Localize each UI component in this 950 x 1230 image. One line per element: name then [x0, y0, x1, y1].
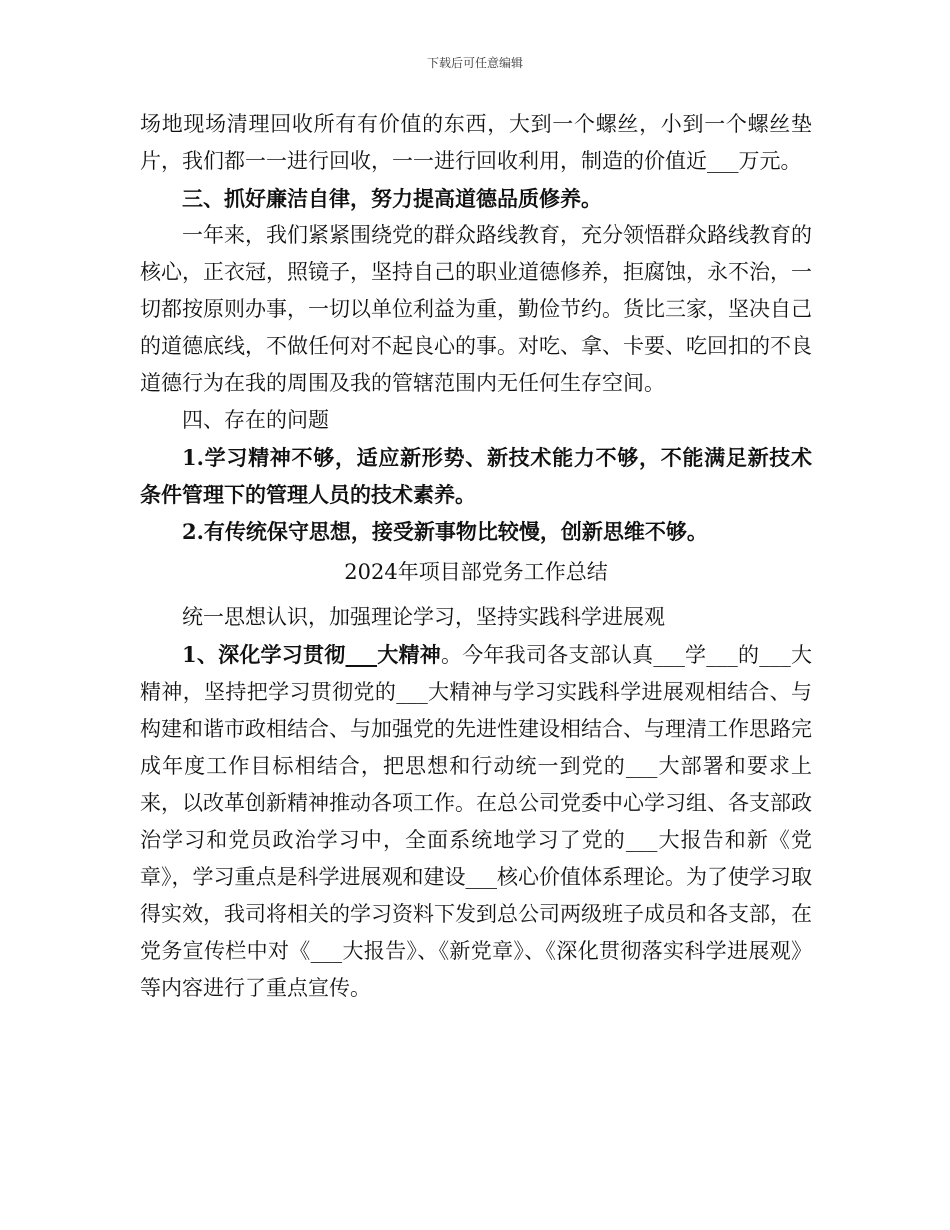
section-1-paragraph — [140, 636, 812, 1007]
page-header: 下载后可任意编辑 — [426, 56, 523, 70]
section-1-body: 。今年我司各支部认真___学___的___大精神，坚持把学习贯彻党的___大精神与学习实践科学进展观相结合、与构建和谐市政相结合、与加强党的先进性建设相结合、与理清工作思路完成年度工作目标相结合，把思想和行动统一到党的___大部署和要求上来，以改革创新精神推动各项工作。在总公司党委中心学习组、各支部政治学习和党员政治学习中，全面系统地学习了党的___大报告和新《党章》，学习重点是科学进展观和建设___核心价值体系理论。为了使学习取得实效，我司将相关的学习资料下发到总公司两级班子成员和各支部，在党务宣传栏中对《___大报告》、《新党章》、《深化贯彻落实科学进展观》等内容进行了重点宣传。 — [140, 643, 812, 1000]
section-1-heading-pre: 1、深化学习贯彻 — [182, 642, 346, 667]
section-1-heading-post: 大精神 — [377, 642, 441, 667]
paragraph-integrity: 一年来，我们紧紧围绕党的群众路线教育，充分领悟群众路线教育的核心，正衣冠，照镜子，坚持自己的职业道德修养，拒腐蚀，永不治，一切都按原则办事，一切以单位利益为重，勤俭节约。货比三家，坚决自己的道德底线，不做任何对不起良心的事。对吃、拿、卡要、吃回扣的不良道德行为在我的周围及我的管辖范围内无任何生存空间。 — [140, 223, 812, 395]
subtitle-line: 统一思想认识，加强理论学习，坚持实践科学进展观 — [182, 605, 665, 629]
problem-item-1: 1.学习精神不够，适应新形势、新技术能力不够，不能满足新技术条件管理下的管理人员的技术素养。 — [140, 445, 812, 507]
section-1-heading-blank: ___ — [345, 642, 377, 667]
document-body — [140, 106, 812, 1007]
document-title: 2024年项目部党务工作总结 — [344, 560, 608, 584]
paragraph-recycling: 场地现场清理回收所有有价值的东西，大到一个螺丝，小到一个螺丝垫片，我们都一一进行回收，一一进行回收利用，制造的价值近___万元。 — [140, 112, 812, 173]
heading-problems: 四、存在的问题 — [182, 408, 329, 432]
heading-integrity: 三、抓好廉洁自律，努力提高道德品质修养。 — [182, 186, 602, 211]
problem-item-2: 2.有传统保守思想，接受新事物比较慢，创新思维不够。 — [182, 519, 708, 544]
